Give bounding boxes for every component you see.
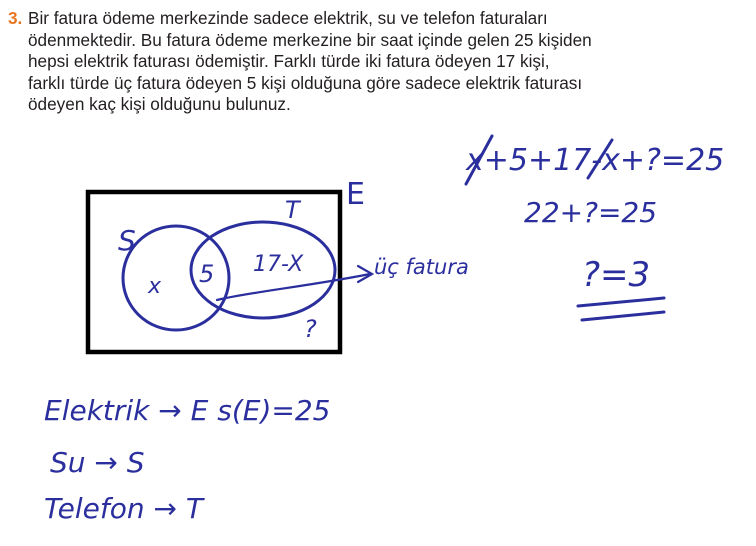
region-s-only: x bbox=[148, 274, 162, 299]
legend-line-2: Su → S bbox=[50, 446, 145, 479]
legend-line-1: Elektrik → E s(E)=25 bbox=[44, 394, 331, 427]
answer-underline bbox=[578, 298, 664, 306]
problem-line: ödenmektedir. Bu fatura ödeme merkezine bir saat içinde gelen 25 kişiden bbox=[28, 29, 592, 50]
problem-line: Bir fatura ödeme merkezinde sadece elektrik, su ve telefon faturaları bbox=[28, 8, 548, 28]
problem-number: 3. bbox=[8, 8, 23, 28]
problem-line: farklı türde üç fatura ödeyen 5 kişi olduğuna göre sadece elektrik faturası bbox=[28, 72, 583, 93]
region-outside: ? bbox=[304, 315, 317, 343]
region-center: 5 bbox=[199, 260, 215, 288]
solution-line-2: 22+?=25 bbox=[524, 196, 658, 229]
solution-line-1: x+5+17-x+?=25 bbox=[466, 143, 725, 178]
arrow-label: üç fatura bbox=[374, 255, 469, 279]
set-s-label: S bbox=[118, 224, 136, 257]
answer-underline bbox=[582, 312, 664, 320]
problem-line: hepsi elektrik faturası ödemiştir. Farklı türde iki fatura ödeyen 17 kişi, bbox=[28, 51, 550, 72]
problem-line: ödeyen kaç kişi olduğunu bulunuz. bbox=[28, 94, 291, 115]
region-t-only: 17-X bbox=[253, 252, 304, 277]
arrow-line bbox=[217, 274, 370, 300]
set-t-label: T bbox=[285, 196, 300, 224]
legend-line-3: Telefon → T bbox=[44, 492, 203, 525]
solution-line-3: ?=3 bbox=[582, 255, 651, 295]
universe-label: E bbox=[346, 177, 365, 212]
